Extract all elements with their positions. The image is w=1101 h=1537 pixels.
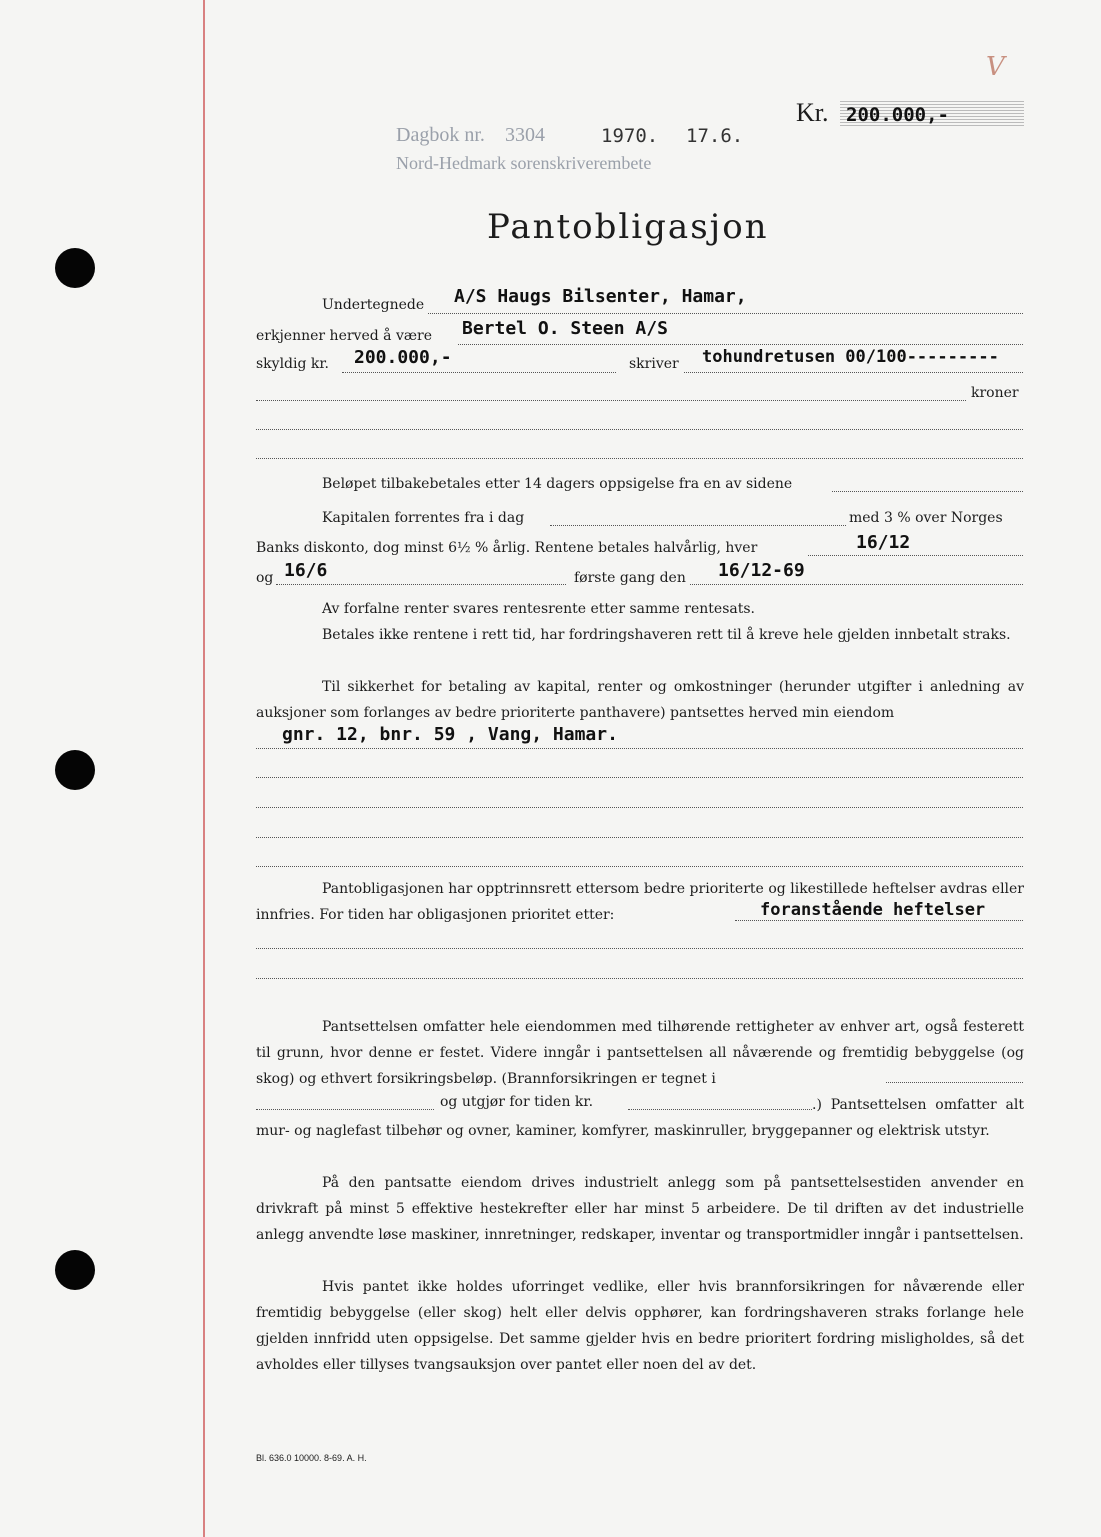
paragraph-opptrinnsrett: Pantobligasjonen har opptrinnsrett ettersom bedre prioriterte og likestillede heftelser avdras eller innfries. For tiden har obligasjonen prioritet etter: [256,881,1024,923]
undertegnede-value: A/S Haugs Bilsenter, Hamar, [454,286,747,307]
erkjenner-line [458,344,1023,345]
skyldig-value: 200.000,- [354,347,452,368]
skyldig-label: skyldig kr. [256,356,329,372]
punch-hole-bottom [55,1250,95,1290]
tilbakebetales-line [832,491,1023,492]
paragraph-rentesrente: Av forfalne renter svares rentesrente etter samme rentesats. [322,601,755,617]
erkjenner-value: Bertel O. Steen A/S [462,318,668,339]
priority-line-2 [256,948,1023,949]
stamp-number: 3304 [505,124,545,146]
skriver-line [684,372,1023,373]
undertegnede-label: Undertegnede [322,297,425,313]
paragraph-omfatter-continued [256,1092,1024,1144]
stamp-date: 17.6. [686,125,744,147]
priority-line-3 [256,978,1023,979]
margin-line [203,0,205,1537]
forste-line [690,584,1023,585]
interest-date-2: 16/6 [284,560,328,581]
undertegnede-line [428,313,1023,314]
diskonto-text: Banks diskonto, dog minst 6½ % årlig. Rentene betales halvårlig, hver [256,540,758,556]
blank-line-2 [256,429,1023,430]
forrentes-tail: med 3 % over Norges [849,510,1003,526]
paragraph-industrielt: På den pantsatte eiendom drives industrielt anlegg som på pantsettelsestiden anvender en drivkraft på minst 5 effektive hestekrefter eller har minst 5 arbeidere. De til driften av det industrielle anlegg anvendte løse maskiner, innretninger, redskaper, inventar og transportmidler inngår i pantsettelsen. [256,1175,1024,1243]
document-title: Pantobligasjon [487,207,769,247]
erkjenner-label: erkjenner herved å være [256,328,432,344]
utgjor-label: og utgjør for tiden kr. [440,1094,594,1110]
stamp-dagbok-label: Dagbok nr. [396,124,485,146]
brannforsikring-line [886,1082,1023,1083]
og-label: og [256,570,274,586]
kroner-label: kroner [971,385,1019,401]
interest-date-1: 16/12 [856,532,911,553]
property-line [256,748,1023,749]
property-value: gnr. 12, bnr. 59 , Vang, Hamar. [282,724,618,745]
blank-line-1 [256,400,966,401]
blank-line-3 [256,458,1023,459]
punch-hole-middle [55,750,95,790]
paragraph-omfatter: Pantsettelsen omfatter hele eiendommen med tilhørende rettigheter av enhver art, også festerett til grunn, hvor denne er festet. Videre inngår i pantsettelsen all nåværende og fremtidig bebyggelse (og skog) og ethvert forsikringsbeløp. (Brannforsikringen er tegnet i [256,1019,1024,1087]
forrentes-label: Kapitalen forrentes fra i dag [322,510,525,526]
skriver-label: skriver [629,356,679,372]
stamp-office: Nord-Hedmark sorenskriverembete [396,153,652,173]
form-footer: Bl. 636.0 10000. 8-69. A. H. [256,1453,367,1463]
paragraph-uforringet: Hvis pantet ikke holdes uforringet vedlike, eller hvis brannforsikringen for nåværende eller fremtidig bebyggelse (eller skog) helt eller delvis opphører, kan fordringshaveren straks forlange hele gjelden innfridd uten oppsigelse. Det samme gjelder hvis en bedre prioritert fordring misligholdes, så det avholdes eller tillyses tvangsauksjon over pantet eller noen del av det. [256,1279,1024,1373]
priority-value: foranstående heftelser [760,900,986,920]
paragraph-betales-ikke: Betales ikke rentene i rett tid, har fordringshaveren rett til å kreve hele gjelden innbetalt straks. [322,627,1011,643]
kr-label: Kr. [796,98,829,127]
property-line-3 [256,807,1023,808]
property-line-5 [256,866,1023,867]
skriver-value: tohundretusen 00/100--------- [702,347,999,367]
omfatter-tail: .) Pantsettelsen omfatter alt mur- og naglefast tilbehør og ovner, kaminer, komfyrer, maskinruller, bryggepanner og elektrisk utstyr. [256,1097,1024,1139]
skyldig-line [342,372,616,373]
priority-line [735,920,1023,921]
kr-amount: 200.000,- [846,104,949,126]
forrentes-line [550,525,846,526]
tilbakebetales-text: Beløpet tilbakebetales etter 14 dagers oppsigelse fra en av sidene [322,476,793,492]
diskonto-line [808,555,1023,556]
property-line-2 [256,777,1023,778]
stamp-year: 1970. [601,125,659,147]
forste-label: første gang den [574,570,686,586]
paragraph-sikkerhet: Til sikkerhet for betaling av kapital, renter og omkostninger (herunder utgifter i anledning av auksjoner som forlanges av bedre prioriterte panthavere) pantsettes herved min eiendom [256,679,1024,721]
property-line-4 [256,837,1023,838]
check-mark: V [986,52,1005,82]
punch-hole-top [55,248,95,288]
first-interest-date: 16/12-69 [718,560,805,581]
og-line [276,584,566,585]
